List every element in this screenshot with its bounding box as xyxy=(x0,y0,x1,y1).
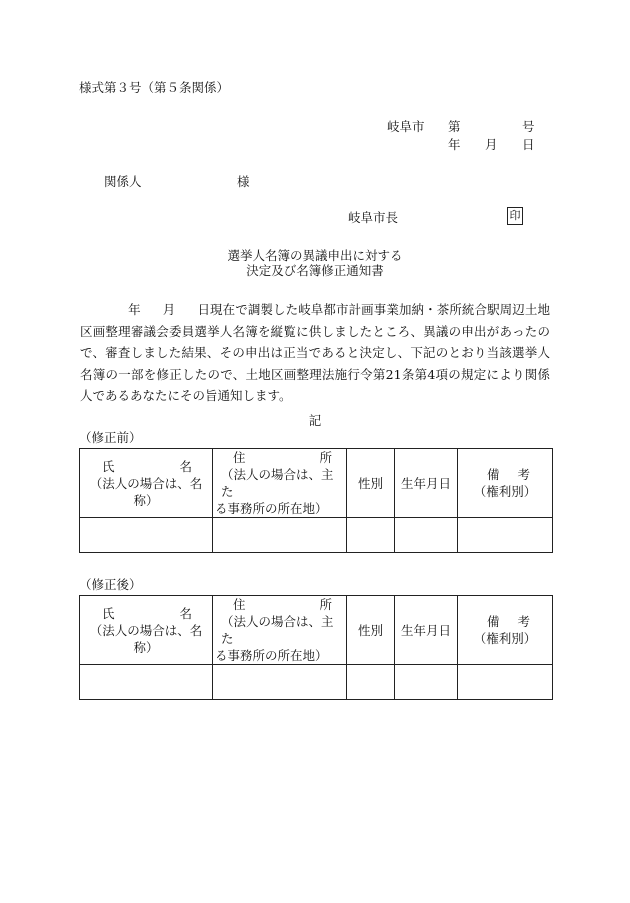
date-day: 日 xyxy=(522,137,535,152)
cell-remarks xyxy=(458,665,553,700)
table-row xyxy=(80,665,553,700)
doc-number-suffix: 号 xyxy=(522,119,535,134)
doc-number-prefix: 第 xyxy=(448,119,461,134)
date-month: 月 xyxy=(485,137,498,152)
honorific: 様 xyxy=(237,174,250,189)
before-label: （修正前） xyxy=(79,430,142,445)
after-label: （修正後） xyxy=(79,577,142,592)
document-title-line2: 決定及び名簿修正通知書 xyxy=(246,263,384,278)
cell-name xyxy=(80,665,213,700)
header-remarks: 備 考 （権利別） xyxy=(458,449,553,518)
header-sex: 性別 xyxy=(347,596,395,665)
issuer-city: 岐阜市 xyxy=(387,119,425,134)
cell-name xyxy=(80,518,213,553)
record-heading: 記 xyxy=(308,413,322,428)
body-text: 日現在で調製した岐阜都市計画事業加納・茶所統合駅周辺土地区画整理審議会委員選挙人名簿を縦覧に供しましたところ、異議の申出があったので、審査しました結果、その申出は正当であると決定し、下記のとおり当該選挙人名簿の一部を修正したので、土地区画整理法施行令第21条第4項の規定により関係人であるあなたにその旨通知します。 xyxy=(80,302,550,403)
header-remarks: 備 考 （権利別） xyxy=(458,596,553,665)
form-number: 様式第３号（第５条関係） xyxy=(79,80,230,95)
cell-sex xyxy=(347,665,395,700)
header-dob: 生年月日 xyxy=(395,449,458,518)
document-title-line1: 選挙人名簿の異議申出に対する xyxy=(227,248,403,263)
header-address: 住 所 （法人の場合は、主た る事務所の所在地） xyxy=(213,596,347,665)
header-name: 氏 名 （法人の場合は、名称） xyxy=(80,449,213,518)
cell-address xyxy=(213,665,347,700)
sender-title: 岐阜市長 xyxy=(348,210,399,225)
table-before xyxy=(79,448,553,553)
header-sex: 性別 xyxy=(347,449,395,518)
addressee-label: 関係人 xyxy=(104,174,142,189)
cell-dob xyxy=(395,518,458,553)
header-dob: 生年月日 xyxy=(395,596,458,665)
table-after xyxy=(79,595,553,700)
body-year: 年 xyxy=(128,302,141,317)
header-name: 氏 名 （法人の場合は、名称） xyxy=(80,596,213,665)
notice-body xyxy=(80,299,550,407)
cell-dob xyxy=(395,665,458,700)
seal-mark: 印 xyxy=(507,207,523,225)
date-year: 年 xyxy=(448,137,461,152)
table-row xyxy=(80,518,553,553)
cell-remarks xyxy=(458,518,553,553)
body-month: 月 xyxy=(162,302,176,317)
header-address: 住 所 （法人の場合は、主た る事務所の所在地） xyxy=(213,449,347,518)
cell-address xyxy=(213,518,347,553)
cell-sex xyxy=(347,518,395,553)
